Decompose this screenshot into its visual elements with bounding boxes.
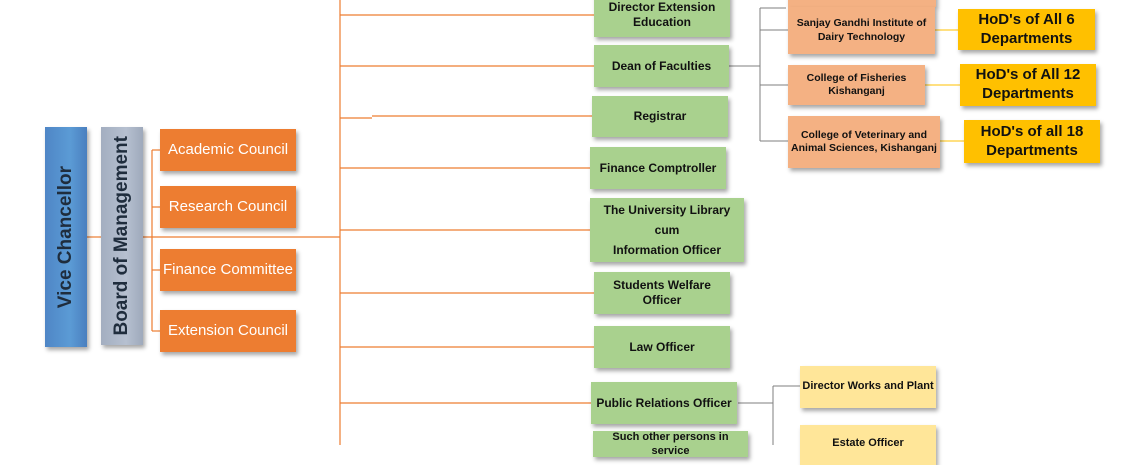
director-extension-box: Director Extension Education <box>594 0 730 37</box>
dean-of-faculties-box: Dean of Faculties <box>594 45 729 87</box>
college-dairy-box: Sanjay Gandhi Institute of Dairy Technology <box>788 7 935 54</box>
board-of-management-label: Board of Management <box>111 136 133 336</box>
library-line-3: Information Officer <box>612 243 721 257</box>
other-persons-box: Such other persons in service <box>593 431 748 457</box>
vice-chancellor-box <box>45 127 87 347</box>
library-line-2: cum <box>654 223 680 237</box>
hod-dairy-box: HoD's of All 6 Departments <box>958 9 1095 50</box>
college-veterinary-box: College of Veterinary and Animal Sciences, Kishanganj <box>788 116 940 168</box>
research-council-box: Research Council <box>160 186 296 228</box>
hod-fisheries-box: HoD's of All 12 Departments <box>960 64 1096 106</box>
vice-chancellor-label: Vice Chancellor <box>55 165 77 309</box>
college-fisheries-box: College of Fisheries Kishanganj <box>788 65 925 105</box>
library-line-1: The University Library <box>603 203 731 217</box>
students-welfare-box: Students Welfare Officer <box>594 272 730 314</box>
university-library-box <box>590 198 744 262</box>
board-of-management-box <box>101 127 143 345</box>
estate-officer-box: Estate Officer <box>800 425 936 465</box>
director-works-box: Director Works and Plant <box>800 366 936 408</box>
finance-committee-box: Finance Committee <box>160 249 296 291</box>
public-relations-box: Public Relations Officer <box>591 382 737 424</box>
law-officer-box: Law Officer <box>594 326 730 368</box>
finance-comptroller-box: Finance Comptroller <box>590 147 726 189</box>
extension-council-box: Extension Council <box>160 310 296 352</box>
registrar-box: Registrar <box>592 96 728 137</box>
college-top-stub <box>788 0 936 7</box>
academic-council-box: Academic Council <box>160 129 296 171</box>
hod-veterinary-box: HoD's of all 18 Departments <box>964 120 1100 163</box>
